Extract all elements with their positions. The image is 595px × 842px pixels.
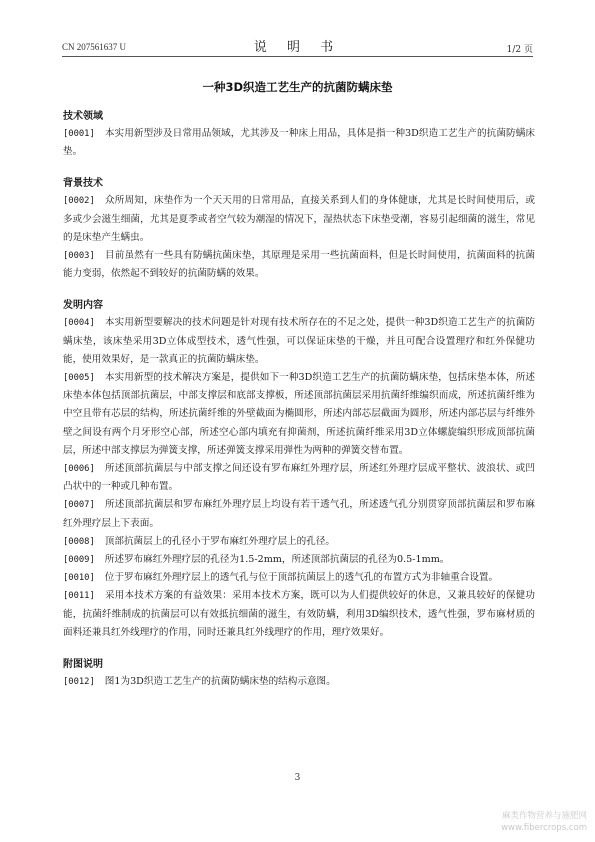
section-heading: 背景技术 bbox=[63, 178, 103, 190]
paragraph bbox=[63, 533, 535, 551]
paragraph-number: [0011] bbox=[63, 591, 95, 602]
patent-number: CN 207561637 U bbox=[62, 42, 127, 52]
paragraph-text: 本实用新型涉及日常用品领域，尤其涉及一种床上用品，具体是指一种3D织造工艺生产的抗菌防螨床垫。 bbox=[63, 128, 535, 158]
paragraph bbox=[63, 551, 535, 569]
paragraph-text: 采用本技术方案的有益效果：采用本技术方案，既可以为人们提供较好的休息，又兼具较好的保健功能，抗菌纤维制成的抗菌层可以有效抵抗细菌的滋生，有效防螨，利用3D编织技术，透气性强，罗布麻材质的面料还兼具红外线理疗的作用，同时还兼具红外线理疗的作用，理疗效果好。 bbox=[63, 590, 535, 638]
paragraph-number: [0006] bbox=[63, 464, 95, 475]
paragraph-text: 所述顶部抗菌层和罗布麻红外理疗层上均设有若干透气孔，所述透气孔分别贯穿顶部抗菌层和罗布麻红外理疗层上下表面。 bbox=[63, 499, 535, 529]
paragraph-number: [0004] bbox=[63, 318, 95, 329]
paragraph bbox=[63, 314, 535, 369]
page-header bbox=[62, 34, 533, 56]
paragraph bbox=[63, 192, 535, 247]
paragraph-text: 本实用新型的技术解决方案是，提供如下一种3D织造工艺生产的抗菌防螨床垫，包括床垫本体，所述床垫本体包括顶部抗菌层，中部支撑层和底部支撑板，所述顶部抗菌层采用抗菌纤维编织而成，所述抗菌纤维为中空且带有芯层的结构，所述抗菌纤维的外壁截面为椭圆形，所述内部芯层截面为圆形，所述内部芯层与纤维外壁之间设有两个月牙形空心部，所述空心部内填充有抑菌剂，所述抗菌纤维采用3D立体螺旋编织形成顶部抗菌层，所述中部支撑层为弹簧支撑，所述弹簧支撑采用弹性为两种的弹簧交替布置。 bbox=[63, 372, 535, 456]
paragraph bbox=[63, 460, 535, 496]
section-heading: 附图说明 bbox=[63, 659, 103, 671]
document-body bbox=[63, 108, 535, 691]
paragraph-number: [0007] bbox=[63, 500, 95, 511]
paragraph bbox=[63, 673, 535, 691]
watermark bbox=[501, 810, 587, 834]
paragraph-text: 本实用新型要解决的技术问题是针对现有技术所存在的不足之处，提供一种3D织造工艺生产的抗菌防螨床垫，该床垫采用3D立体成型技术，透气性强，可以保证床垫的干燥，并且可配合设置理疗和红外保健功能，使用效果好，是一款真正的抗菌防螨床垫。 bbox=[63, 317, 535, 365]
paragraph-text: 目前虽然有一些具有防螨抗菌床垫，其原理是采用一些抗菌面料，但是长时间使用，抗菌面料的抗菌能力变弱，依然起不到较好的抗菌防螨的效果。 bbox=[63, 250, 535, 280]
paragraph bbox=[63, 247, 535, 283]
paragraph bbox=[63, 587, 535, 642]
paragraph-text: 所述罗布麻红外理疗层的孔径为1.5-2mm，所述顶部抗菌层的孔径为0.5-1mm。 bbox=[104, 554, 450, 566]
paragraph bbox=[63, 125, 535, 161]
paragraph-text: 位于罗布麻红外理疗层上的透气孔与位于顶部抗菌层上的透气孔的布置方式为非轴重合设置。 bbox=[104, 572, 499, 584]
watermark-url: www.fibercrops.com bbox=[501, 823, 587, 833]
document-title: 一种3D织造工艺生产的抗菌防螨床垫 bbox=[202, 80, 393, 94]
paragraph bbox=[63, 569, 535, 587]
watermark-site-name: 麻类作物营养与施肥网 bbox=[501, 811, 587, 821]
paragraph bbox=[63, 369, 535, 460]
header-divider bbox=[62, 56, 533, 57]
header-title: 说 明 书 bbox=[253, 40, 342, 55]
paragraph bbox=[63, 496, 535, 532]
paragraph-number: [0008] bbox=[63, 536, 95, 547]
page-info: 1/2 页 bbox=[506, 45, 533, 55]
paragraph-number: [0005] bbox=[63, 373, 95, 384]
section-heading: 技术领域 bbox=[63, 111, 103, 122]
paragraph-number: [0001] bbox=[63, 129, 95, 139]
paragraph-text: 所述顶部抗菌层与中部支撑之间还设有罗布麻红外理疗层，所述红外理疗层成平整状、波浪状、或凹凸状中的一种或几种布置。 bbox=[63, 463, 535, 493]
paragraph-text: 众所周知，床垫作为一个天天用的日常用品，直接关系到人们的身体健康，尤其是长时间使用后，或多或少会滋生细菌，尤其是夏季或者空气较为潮湿的情况下，湿热状态下床垫受潮，容易引起细菌的滋生，常见的是床垫产生螨虫。 bbox=[63, 195, 535, 243]
paragraph-number: [0002] bbox=[63, 196, 95, 207]
page-number: 3 bbox=[294, 773, 301, 783]
paragraph-text: 图1为3D织造工艺生产的抗菌防螨床垫的结构示意图。 bbox=[104, 676, 336, 688]
section-heading: 发明内容 bbox=[63, 300, 103, 312]
paragraph-number: [0012] bbox=[63, 677, 95, 688]
paragraph-number: [0010] bbox=[63, 573, 95, 584]
paragraph-text: 顶部抗菌层上的孔径小于罗布麻红外理疗层上的孔径。 bbox=[104, 535, 336, 547]
paragraph-number: [0003] bbox=[63, 251, 95, 262]
paragraph-number: [0009] bbox=[63, 555, 95, 566]
